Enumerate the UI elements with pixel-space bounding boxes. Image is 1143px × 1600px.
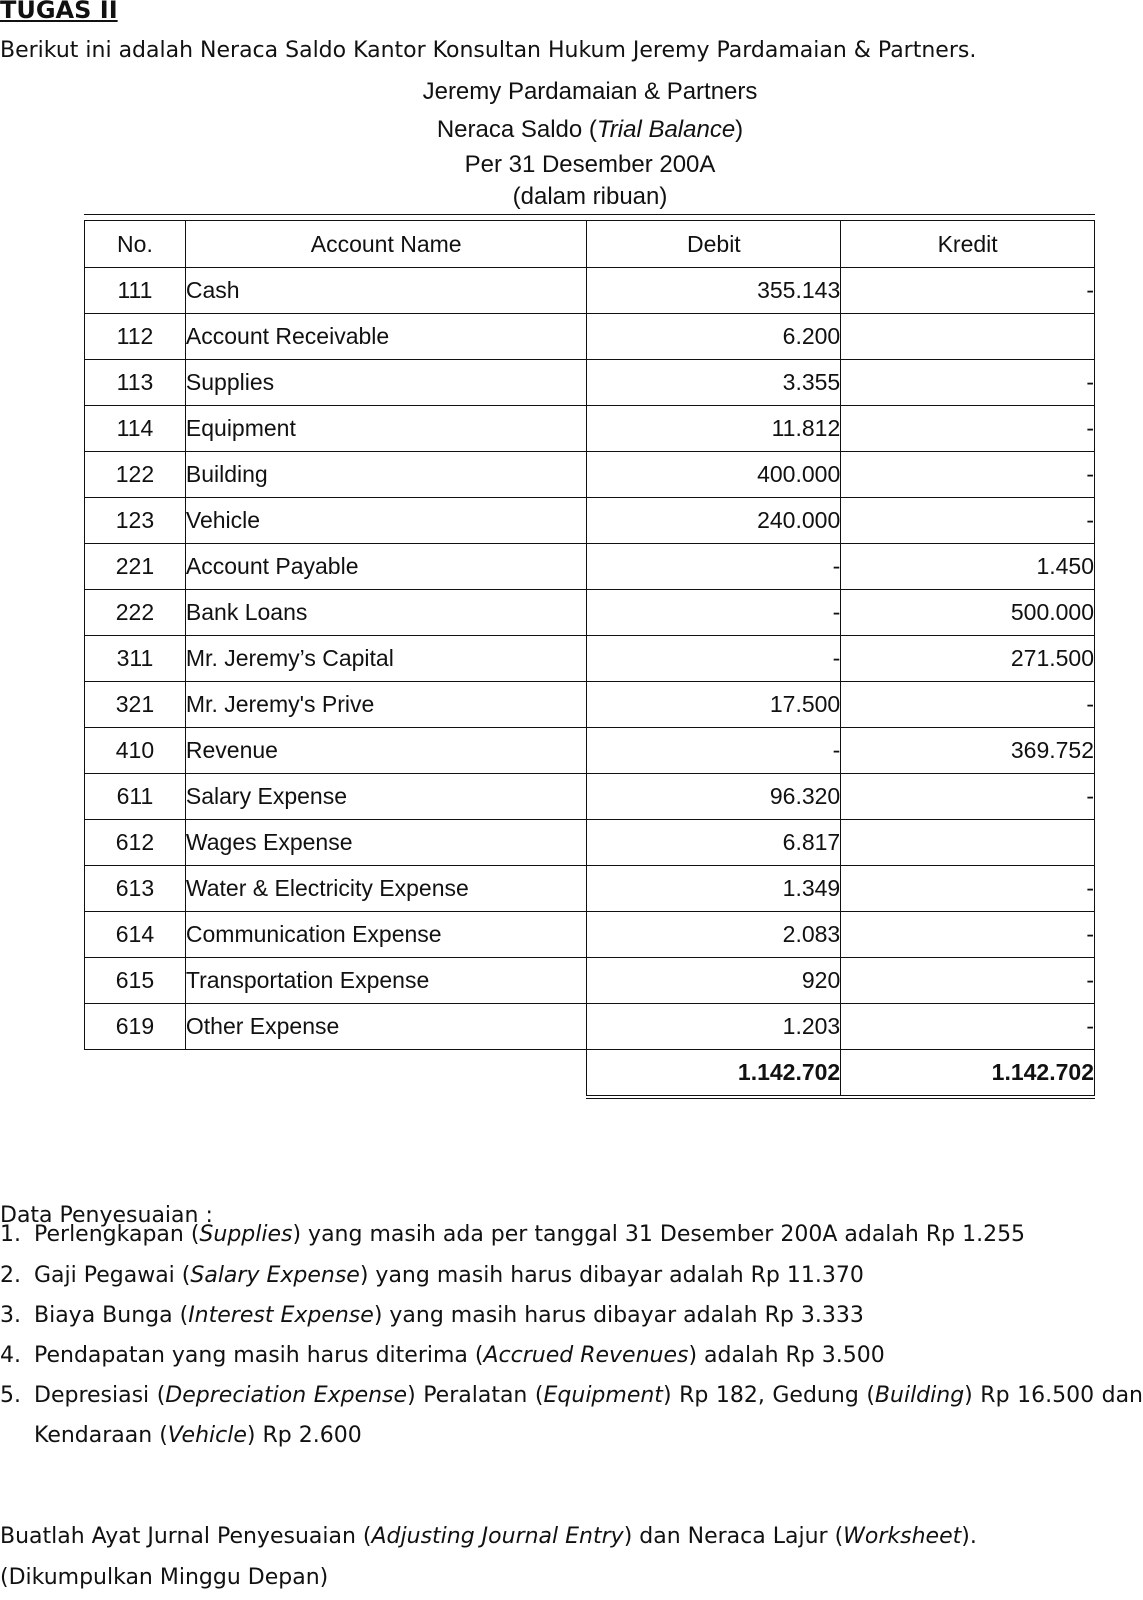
debit-value: 920 bbox=[587, 958, 841, 1004]
table-header-row bbox=[85, 221, 1095, 268]
text: ) dan Neraca Lajur ( bbox=[623, 1524, 844, 1549]
debit-value: 11.812 bbox=[587, 406, 841, 452]
report-prefix: Neraca Saldo ( bbox=[436, 116, 597, 143]
total-debit: 1.142.702 bbox=[587, 1050, 841, 1098]
company-name: Jeremy Pardamaian & Partners bbox=[422, 78, 758, 105]
kredit-value: - bbox=[841, 866, 1095, 912]
instruction-text bbox=[0, 1524, 977, 1549]
account-name: Wages Expense bbox=[185, 820, 587, 866]
text: Depresiasi ( bbox=[34, 1383, 166, 1408]
debit-value: - bbox=[587, 544, 841, 590]
collection-note: (Dikumpulkan Minggu Depan) bbox=[0, 1565, 329, 1590]
text: ) yang masih harus dibayar adalah Rp 3.333 bbox=[373, 1303, 864, 1328]
report-title bbox=[0, 116, 1143, 144]
table-row bbox=[85, 498, 1095, 544]
italic-term: Worksheet bbox=[843, 1524, 962, 1549]
kredit-value: - bbox=[841, 958, 1095, 1004]
text: ) yang masih ada per tanggal 31 Desember 200A adalah Rp 1.255 bbox=[292, 1222, 1026, 1247]
account-number: 615 bbox=[85, 958, 186, 1004]
account-number: 612 bbox=[85, 820, 186, 866]
debit-value: 2.083 bbox=[587, 912, 841, 958]
table-row bbox=[85, 406, 1095, 452]
account-name: Transportation Expense bbox=[185, 958, 587, 1004]
account-number: 112 bbox=[85, 314, 186, 360]
table-row bbox=[85, 958, 1095, 1004]
kredit-value: 500.000 bbox=[841, 590, 1095, 636]
kredit-value: - bbox=[841, 360, 1095, 406]
adjustment-item-5-line2 bbox=[34, 1423, 362, 1448]
account-number: 221 bbox=[85, 544, 186, 590]
account-name: Bank Loans bbox=[185, 590, 587, 636]
text: ) adalah Rp 3.500 bbox=[688, 1343, 885, 1368]
table-row bbox=[85, 774, 1095, 820]
header-no: No. bbox=[85, 221, 186, 268]
table-row bbox=[85, 1004, 1095, 1050]
account-name: Building bbox=[185, 452, 587, 498]
report-suffix: ) bbox=[735, 116, 744, 143]
kredit-value: - bbox=[841, 268, 1095, 314]
debit-value: 1.203 bbox=[587, 1004, 841, 1050]
debit-value: 355.143 bbox=[587, 268, 841, 314]
text: ) yang masih harus dibayar adalah Rp 11.370 bbox=[359, 1263, 864, 1288]
account-number: 123 bbox=[85, 498, 186, 544]
table-row bbox=[85, 820, 1095, 866]
account-number: 311 bbox=[85, 636, 186, 682]
text: Perlengkapan ( bbox=[34, 1222, 200, 1247]
debit-value: - bbox=[587, 590, 841, 636]
debit-value: 17.500 bbox=[587, 682, 841, 728]
account-name: Other Expense bbox=[185, 1004, 587, 1050]
blank-cell bbox=[85, 1050, 186, 1098]
assignment-heading: TUGAS II bbox=[0, 0, 118, 24]
debit-value: - bbox=[587, 728, 841, 774]
report-italic: Trial Balance bbox=[596, 116, 736, 143]
kredit-value: - bbox=[841, 452, 1095, 498]
header-account-name: Account Name bbox=[185, 221, 587, 268]
debit-value: 400.000 bbox=[587, 452, 841, 498]
kredit-value: - bbox=[841, 406, 1095, 452]
adjustment-item-5-line1 bbox=[34, 1383, 1143, 1408]
table-top-rule bbox=[84, 214, 1095, 215]
table-row bbox=[85, 636, 1095, 682]
account-name: Account Receivable bbox=[185, 314, 587, 360]
account-number: 619 bbox=[85, 1004, 186, 1050]
italic-term: Equipment bbox=[543, 1383, 663, 1408]
table-row bbox=[85, 314, 1095, 360]
italic-term: Vehicle bbox=[167, 1423, 247, 1448]
total-row bbox=[85, 1050, 1095, 1098]
account-name: Mr. Jeremy’s Capital bbox=[185, 636, 587, 682]
table-row bbox=[85, 544, 1095, 590]
list-number: 1. bbox=[0, 1222, 21, 1247]
italic-term: Adjusting Journal Entry bbox=[371, 1524, 624, 1549]
list-number: 3. bbox=[0, 1303, 21, 1328]
text: ) Rp 16.500 dan bbox=[964, 1383, 1143, 1408]
debit-value: 96.320 bbox=[587, 774, 841, 820]
account-number: 611 bbox=[85, 774, 186, 820]
blank-cell bbox=[185, 1050, 587, 1098]
text: ) Rp 2.600 bbox=[246, 1423, 362, 1448]
kredit-value: 271.500 bbox=[841, 636, 1095, 682]
italic-term: Supplies bbox=[199, 1222, 293, 1247]
kredit-value bbox=[841, 820, 1095, 866]
account-name: Communication Expense bbox=[185, 912, 587, 958]
account-name: Cash bbox=[185, 268, 587, 314]
adjustment-item-5 bbox=[0, 1383, 34, 1408]
adjustment-item-2 bbox=[0, 1263, 864, 1288]
account-number: 114 bbox=[85, 406, 186, 452]
kredit-value: - bbox=[841, 1004, 1095, 1050]
text: Pendapatan yang masih harus diterima ( bbox=[34, 1343, 484, 1368]
account-number: 410 bbox=[85, 728, 186, 774]
table-row bbox=[85, 682, 1095, 728]
debit-value: - bbox=[587, 636, 841, 682]
italic-term: Accrued Revenues bbox=[483, 1343, 689, 1368]
account-number: 613 bbox=[85, 866, 186, 912]
text: Buatlah Ayat Jurnal Penyesuaian ( bbox=[0, 1524, 372, 1549]
table-row bbox=[85, 452, 1095, 498]
header-kredit: Kredit bbox=[841, 221, 1095, 268]
table-row bbox=[85, 268, 1095, 314]
account-name: Revenue bbox=[185, 728, 587, 774]
list-number: 5. bbox=[0, 1383, 21, 1408]
debit-value: 3.355 bbox=[587, 360, 841, 406]
adjustment-item-4 bbox=[0, 1343, 885, 1368]
kredit-value: 369.752 bbox=[841, 728, 1095, 774]
intro-text: Berikut ini adalah Neraca Saldo Kantor Konsultan Hukum Jeremy Pardamaian & Partners. bbox=[0, 38, 977, 63]
account-name: Water & Electricity Expense bbox=[185, 866, 587, 912]
debit-value: 6.817 bbox=[587, 820, 841, 866]
table-row bbox=[85, 866, 1095, 912]
account-number: 321 bbox=[85, 682, 186, 728]
list-number: 2. bbox=[0, 1263, 21, 1288]
kredit-value: - bbox=[841, 498, 1095, 544]
adjustments-title: Data Penyesuaian : bbox=[0, 1203, 213, 1228]
account-name: Account Payable bbox=[185, 544, 587, 590]
text: ) Rp 182, Gedung ( bbox=[662, 1383, 875, 1408]
table-row bbox=[85, 360, 1095, 406]
list-number: 4. bbox=[0, 1343, 21, 1368]
kredit-value: - bbox=[841, 774, 1095, 820]
header-debit: Debit bbox=[587, 221, 841, 268]
account-number: 122 bbox=[85, 452, 186, 498]
trial-balance-table bbox=[84, 220, 1095, 1099]
table-row bbox=[85, 590, 1095, 636]
account-number: 614 bbox=[85, 912, 186, 958]
kredit-value: - bbox=[841, 682, 1095, 728]
adjustment-item-3 bbox=[0, 1303, 864, 1328]
account-name: Mr. Jeremy's Prive bbox=[185, 682, 587, 728]
debit-value: 240.000 bbox=[587, 498, 841, 544]
italic-term: Salary Expense bbox=[190, 1263, 360, 1288]
debit-value: 6.200 bbox=[587, 314, 841, 360]
table-row bbox=[85, 912, 1095, 958]
account-name: Supplies bbox=[185, 360, 587, 406]
account-number: 113 bbox=[85, 360, 186, 406]
kredit-value bbox=[841, 314, 1095, 360]
report-date: Per 31 Desember 200A bbox=[464, 151, 716, 178]
text: Kendaraan ( bbox=[34, 1423, 168, 1448]
debit-value: 1.349 bbox=[587, 866, 841, 912]
kredit-value: - bbox=[841, 912, 1095, 958]
table-row bbox=[85, 728, 1095, 774]
italic-term: Interest Expense bbox=[188, 1303, 374, 1328]
account-name: Vehicle bbox=[185, 498, 587, 544]
text: Biaya Bunga ( bbox=[34, 1303, 189, 1328]
account-name: Salary Expense bbox=[185, 774, 587, 820]
adjustment-item-1 bbox=[0, 1222, 1025, 1247]
italic-term: Building bbox=[874, 1383, 965, 1408]
account-number: 111 bbox=[85, 268, 186, 314]
text: ) Peralatan ( bbox=[407, 1383, 544, 1408]
text: ). bbox=[961, 1524, 977, 1549]
report-unit: (dalam ribuan) bbox=[512, 183, 668, 210]
kredit-value: 1.450 bbox=[841, 544, 1095, 590]
text: Gaji Pegawai ( bbox=[34, 1263, 191, 1288]
account-name: Equipment bbox=[185, 406, 587, 452]
total-kredit: 1.142.702 bbox=[841, 1050, 1095, 1098]
italic-term: Depreciation Expense bbox=[165, 1383, 408, 1408]
account-number: 222 bbox=[85, 590, 186, 636]
